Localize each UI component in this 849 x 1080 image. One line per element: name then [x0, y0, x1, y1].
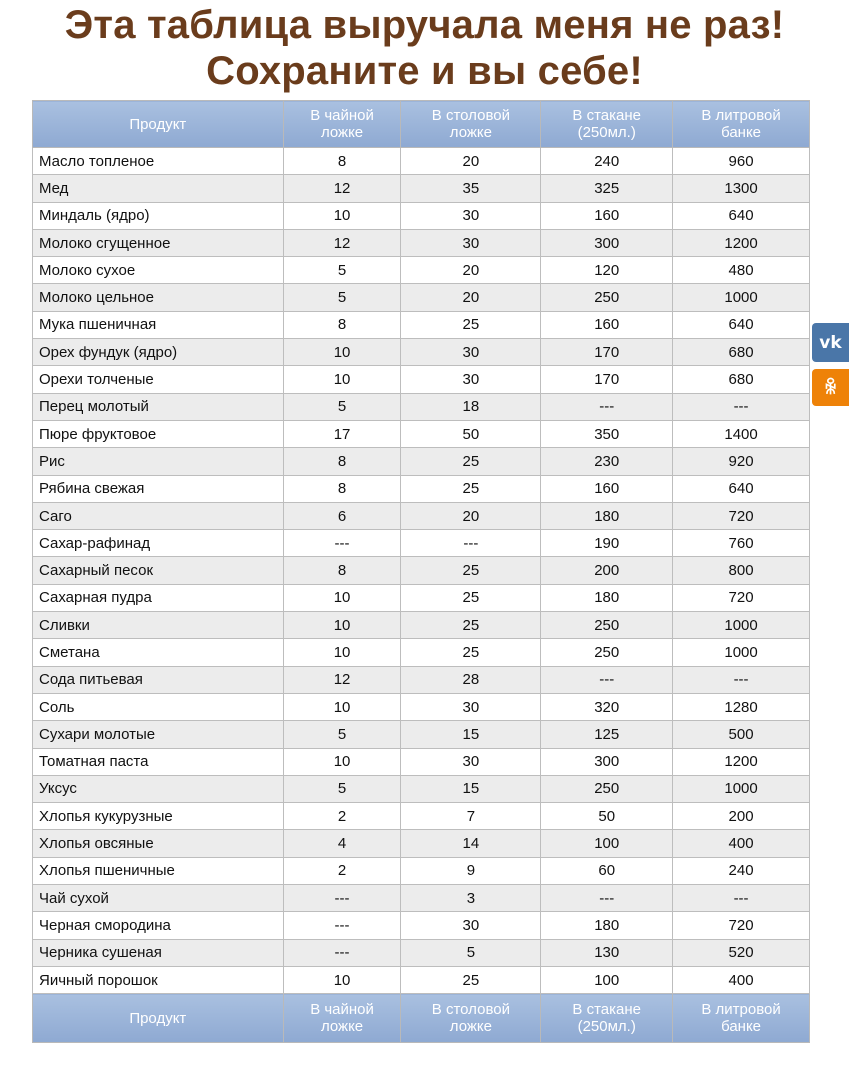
value-cell: 500 [673, 721, 810, 748]
vk-share-button[interactable] [812, 323, 849, 362]
table-row [33, 666, 810, 693]
value-cell: 2 [283, 803, 401, 830]
value-cell: 15 [401, 775, 541, 802]
value-cell: 8 [283, 557, 401, 584]
value-cell: 3 [401, 885, 541, 912]
value-cell: 170 [541, 366, 673, 393]
value-cell: 130 [541, 939, 673, 966]
table-row [33, 420, 810, 447]
value-cell: 18 [401, 393, 541, 420]
value-cell: 30 [401, 366, 541, 393]
table-row [33, 339, 810, 366]
value-cell: 25 [401, 639, 541, 666]
value-cell: 25 [401, 557, 541, 584]
product-name-cell: Черника сушеная [33, 939, 284, 966]
table-row [33, 557, 810, 584]
value-cell: 28 [401, 666, 541, 693]
value-cell: 680 [673, 366, 810, 393]
footer-col-4 [673, 994, 810, 1043]
title-line-2: Сохраните и вы себе! [206, 49, 643, 93]
value-cell: 120 [541, 257, 673, 284]
table-row [33, 202, 810, 229]
value-cell: 60 [541, 857, 673, 884]
value-cell: --- [283, 885, 401, 912]
column-header-line2: (250мл.) [577, 1018, 636, 1036]
value-cell: --- [673, 393, 810, 420]
column-header-line1: В литровой [701, 1001, 781, 1019]
table-row [33, 148, 810, 175]
value-cell: 230 [541, 448, 673, 475]
value-cell: 30 [401, 202, 541, 229]
value-cell: 350 [541, 420, 673, 447]
table-row [33, 693, 810, 720]
product-name-cell: Перец молотый [33, 393, 284, 420]
product-name-cell: Сметана [33, 639, 284, 666]
value-cell: 12 [283, 229, 401, 256]
value-cell: 1280 [673, 693, 810, 720]
table-row [33, 775, 810, 802]
product-name-cell: Рябина свежая [33, 475, 284, 502]
value-cell: 12 [283, 666, 401, 693]
value-cell: 250 [541, 639, 673, 666]
product-name-cell: Сахарная пудра [33, 584, 284, 611]
product-name-cell: Яичный порошок [33, 966, 284, 993]
value-cell: 7 [401, 803, 541, 830]
value-cell: 14 [401, 830, 541, 857]
table-row [33, 175, 810, 202]
header-row [33, 101, 810, 148]
column-header-line2: ложке [320, 124, 364, 141]
table-row [33, 939, 810, 966]
product-name-cell: Томатная паста [33, 748, 284, 775]
value-cell: 25 [401, 448, 541, 475]
value-cell: --- [541, 885, 673, 912]
value-cell: 180 [541, 912, 673, 939]
table-row [33, 366, 810, 393]
column-header-line2: ложке [449, 124, 492, 141]
value-cell: 160 [541, 202, 673, 229]
value-cell: 800 [673, 557, 810, 584]
product-name-cell: Сливки [33, 612, 284, 639]
value-cell: 1000 [673, 284, 810, 311]
product-name-cell: Пюре фруктовое [33, 420, 284, 447]
page-title [0, 2, 849, 94]
column-header-line1: Продукт [129, 115, 187, 133]
value-cell: 250 [541, 284, 673, 311]
value-cell: 300 [541, 229, 673, 256]
value-cell: 1400 [673, 420, 810, 447]
table-row [33, 311, 810, 338]
value-cell: 8 [283, 311, 401, 338]
product-name-cell: Сухари молотые [33, 721, 284, 748]
value-cell: 320 [541, 693, 673, 720]
product-name-cell: Масло топленое [33, 148, 284, 175]
value-cell: 160 [541, 475, 673, 502]
product-name-cell: Сахарный песок [33, 557, 284, 584]
table-row [33, 748, 810, 775]
product-name-cell: Орехи толченые [33, 366, 284, 393]
column-header-line1: В чайной [310, 107, 374, 124]
value-cell: 180 [541, 584, 673, 611]
value-cell: 125 [541, 721, 673, 748]
header-col-1 [283, 101, 401, 148]
column-header-line2: банке [721, 124, 762, 141]
product-name-cell: Уксус [33, 775, 284, 802]
value-cell: 300 [541, 748, 673, 775]
value-cell: 17 [283, 420, 401, 447]
product-name-cell: Молоко сгущенное [33, 229, 284, 256]
value-cell: 250 [541, 612, 673, 639]
value-cell: 35 [401, 175, 541, 202]
value-cell: 5 [401, 939, 541, 966]
value-cell: 170 [541, 339, 673, 366]
value-cell: 5 [283, 393, 401, 420]
table-row [33, 229, 810, 256]
header-col-4 [673, 101, 810, 148]
value-cell: 190 [541, 530, 673, 557]
value-cell: 25 [401, 612, 541, 639]
value-cell: 30 [401, 693, 541, 720]
title-line-1: Эта таблица выручала меня не раз! [64, 3, 785, 47]
column-header-line1: В стакане [572, 1001, 641, 1019]
value-cell: 4 [283, 830, 401, 857]
product-name-cell: Саго [33, 502, 284, 529]
value-cell: 400 [673, 830, 810, 857]
table-row [33, 502, 810, 529]
value-cell: 30 [401, 339, 541, 366]
header-col-3 [541, 101, 673, 148]
product-name-cell: Хлопья пшеничные [33, 857, 284, 884]
table-row [33, 530, 810, 557]
value-cell: 760 [673, 530, 810, 557]
value-cell: 100 [541, 966, 673, 993]
value-cell: 30 [401, 912, 541, 939]
value-cell: 50 [541, 803, 673, 830]
product-name-cell: Сахар-рафинад [33, 530, 284, 557]
footer-col-3 [541, 994, 673, 1043]
value-cell: --- [401, 530, 541, 557]
column-header-line1: Продукт [129, 1009, 187, 1027]
column-header-line2: (250мл.) [577, 124, 636, 141]
product-name-cell: Мука пшеничная [33, 311, 284, 338]
value-cell: 180 [541, 502, 673, 529]
product-name-cell: Миндаль (ядро) [33, 202, 284, 229]
footer-row [33, 994, 810, 1043]
value-cell: 680 [673, 339, 810, 366]
value-cell: 10 [283, 966, 401, 993]
value-cell: 5 [283, 775, 401, 802]
column-header-line1: В столовой [431, 1001, 510, 1019]
value-cell: --- [673, 666, 810, 693]
column-header-line1: В чайной [310, 1001, 374, 1019]
value-cell: 20 [401, 284, 541, 311]
value-cell: 25 [401, 966, 541, 993]
table-row [33, 584, 810, 611]
column-header-line2: банке [721, 1018, 762, 1036]
column-header-line1: В стакане [572, 107, 641, 124]
table-row [33, 966, 810, 993]
value-cell: 920 [673, 448, 810, 475]
ok-share-button[interactable] [812, 369, 849, 406]
value-cell: 15 [401, 721, 541, 748]
odnoklassniki-icon: ꆜ [823, 378, 838, 399]
footer-col-0 [33, 994, 284, 1043]
value-cell: --- [673, 885, 810, 912]
vk-icon: vk [819, 332, 842, 353]
value-cell: 8 [283, 448, 401, 475]
value-cell: 10 [283, 693, 401, 720]
value-cell: 240 [541, 148, 673, 175]
value-cell: 5 [283, 721, 401, 748]
value-cell: 10 [283, 339, 401, 366]
table-row [33, 857, 810, 884]
product-name-cell: Молоко цельное [33, 284, 284, 311]
value-cell: 1000 [673, 612, 810, 639]
value-cell: 1200 [673, 748, 810, 775]
header-col-0 [33, 101, 284, 148]
value-cell: 10 [283, 748, 401, 775]
value-cell: 25 [401, 475, 541, 502]
measures-table [32, 100, 810, 1043]
product-name-cell: Сода питьевая [33, 666, 284, 693]
value-cell: 720 [673, 502, 810, 529]
value-cell: 5 [283, 284, 401, 311]
value-cell: 6 [283, 502, 401, 529]
value-cell: 200 [673, 803, 810, 830]
value-cell: 10 [283, 639, 401, 666]
table-row [33, 612, 810, 639]
column-header-line1: В столовой [431, 107, 510, 124]
value-cell: 2 [283, 857, 401, 884]
value-cell: --- [283, 939, 401, 966]
value-cell: 200 [541, 557, 673, 584]
table-row [33, 885, 810, 912]
value-cell: 25 [401, 584, 541, 611]
value-cell: 50 [401, 420, 541, 447]
column-header-line1: В литровой [701, 107, 781, 124]
table-row [33, 912, 810, 939]
value-cell: 240 [673, 857, 810, 884]
value-cell: --- [283, 530, 401, 557]
value-cell: 9 [401, 857, 541, 884]
value-cell: 10 [283, 584, 401, 611]
value-cell: 400 [673, 966, 810, 993]
value-cell: 12 [283, 175, 401, 202]
column-header-line2: ложке [449, 1018, 492, 1036]
value-cell: 10 [283, 612, 401, 639]
value-cell: 960 [673, 148, 810, 175]
value-cell: 20 [401, 148, 541, 175]
product-name-cell: Рис [33, 448, 284, 475]
value-cell: 10 [283, 366, 401, 393]
table-row [33, 284, 810, 311]
product-name-cell: Молоко сухое [33, 257, 284, 284]
value-cell: 1200 [673, 229, 810, 256]
value-cell: 20 [401, 502, 541, 529]
value-cell: 8 [283, 148, 401, 175]
table-row [33, 830, 810, 857]
value-cell: 520 [673, 939, 810, 966]
product-name-cell: Хлопья кукурузные [33, 803, 284, 830]
table-row [33, 257, 810, 284]
value-cell: 30 [401, 748, 541, 775]
table-row [33, 393, 810, 420]
footer-col-1 [283, 994, 401, 1043]
value-cell: --- [283, 912, 401, 939]
product-name-cell: Мед [33, 175, 284, 202]
table-row [33, 721, 810, 748]
value-cell: 1000 [673, 775, 810, 802]
table-row [33, 639, 810, 666]
value-cell: 30 [401, 229, 541, 256]
value-cell: 5 [283, 257, 401, 284]
header-col-2 [401, 101, 541, 148]
product-name-cell: Чай сухой [33, 885, 284, 912]
value-cell: 325 [541, 175, 673, 202]
value-cell: 25 [401, 311, 541, 338]
value-cell: 1000 [673, 639, 810, 666]
value-cell: 10 [283, 202, 401, 229]
value-cell: 1300 [673, 175, 810, 202]
value-cell: 20 [401, 257, 541, 284]
value-cell: 640 [673, 311, 810, 338]
table-row [33, 803, 810, 830]
product-name-cell: Соль [33, 693, 284, 720]
value-cell: 640 [673, 202, 810, 229]
value-cell: 720 [673, 912, 810, 939]
value-cell: 100 [541, 830, 673, 857]
value-cell: 8 [283, 475, 401, 502]
footer-col-2 [401, 994, 541, 1043]
column-header-line2: ложке [320, 1018, 364, 1036]
value-cell: --- [541, 393, 673, 420]
table-body [33, 148, 810, 994]
product-name-cell: Черная смородина [33, 912, 284, 939]
product-name-cell: Хлопья овсяные [33, 830, 284, 857]
value-cell: 160 [541, 311, 673, 338]
value-cell: 720 [673, 584, 810, 611]
value-cell: --- [541, 666, 673, 693]
value-cell: 640 [673, 475, 810, 502]
value-cell: 250 [541, 775, 673, 802]
table-row [33, 448, 810, 475]
product-name-cell: Орех фундук (ядро) [33, 339, 284, 366]
table-row [33, 475, 810, 502]
value-cell: 480 [673, 257, 810, 284]
